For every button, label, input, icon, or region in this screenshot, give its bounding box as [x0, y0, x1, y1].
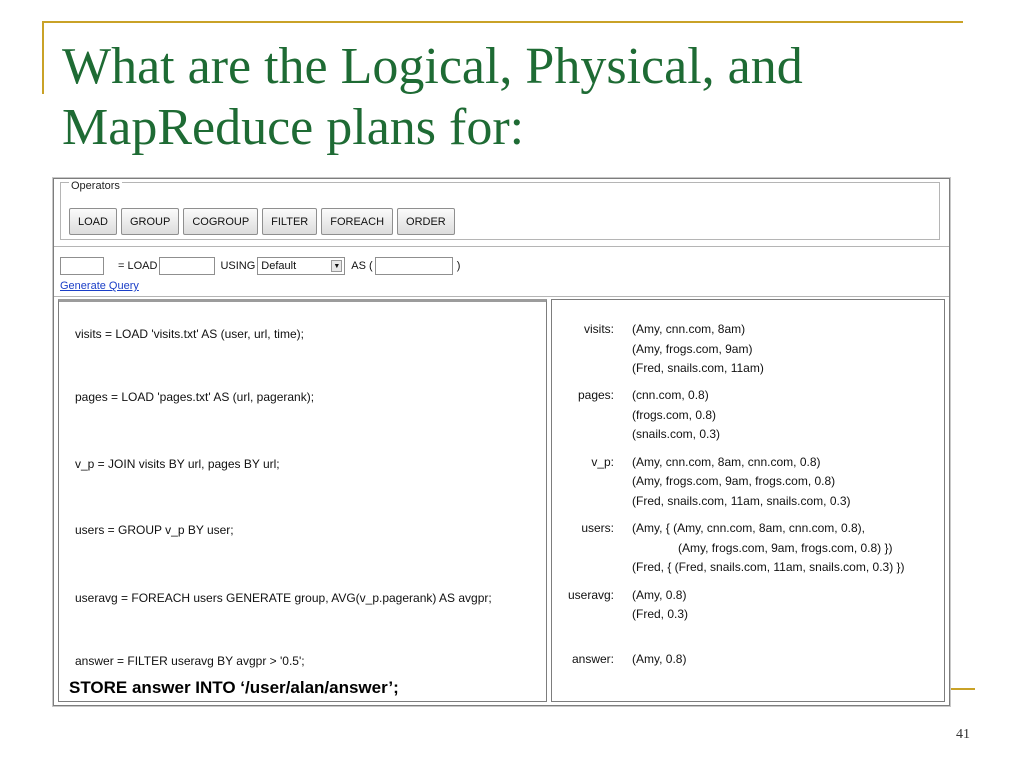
slide-title-line-2: MapReduce plans for:	[62, 99, 525, 156]
result-name: useravg:	[567, 588, 614, 602]
title-accent-line-top	[42, 21, 963, 23]
close-paren-label: )	[456, 260, 461, 272]
results-pane	[551, 299, 945, 702]
cogroup-button[interactable]: COGROUP	[183, 208, 258, 235]
pig-interface-screenshot	[53, 178, 950, 706]
title-accent-line-left	[42, 21, 44, 94]
load-button[interactable]: LOAD	[69, 208, 117, 235]
operators-fieldset	[60, 182, 940, 240]
result-line: (Fred, snails.com, 11am)	[632, 361, 764, 375]
result-name: users:	[581, 521, 614, 535]
result-name: v_p:	[591, 455, 614, 469]
result-line: (Amy, frogs.com, 9am, frogs.com, 0.8)	[632, 474, 836, 488]
result-line: (Amy, frogs.com, 9am, frogs.com, 0.8) })	[678, 541, 893, 555]
file-input[interactable]	[159, 257, 215, 275]
generate-query-link[interactable]: Generate Query	[60, 280, 139, 292]
result-line: (Amy, 0.8)	[632, 588, 687, 602]
store-statement: STORE answer INTO ‘/user/alan/answer’;	[69, 678, 399, 697]
result-name: answer:	[571, 652, 614, 666]
result-line: (Amy, 0.8)	[632, 652, 687, 666]
loader-select-value: Default	[261, 260, 297, 272]
page-number: 41	[956, 727, 970, 742]
query-pane	[58, 299, 547, 702]
operator-buttons	[69, 208, 455, 235]
slide-title-line-1: What are the Logical, Physical, and	[62, 38, 803, 95]
result-line: (cnn.com, 0.8)	[632, 388, 709, 402]
slide-title	[62, 36, 962, 158]
schema-input[interactable]	[375, 257, 453, 275]
statement-pages: pages = LOAD 'pages.txt' AS (url, pagerank);	[75, 390, 315, 404]
loader-select[interactable]	[257, 257, 345, 275]
statement-answer: answer = FILTER useravg BY avgpr > '0.5';	[75, 654, 305, 668]
alias-input[interactable]	[60, 257, 104, 275]
result-line: (Amy, cnn.com, 8am)	[632, 322, 746, 336]
statement-useravg: useravg = FOREACH users GENERATE group, AVG(v_p.pagerank) AS avgpr;	[75, 591, 492, 605]
eq-load-label: = LOAD	[118, 260, 158, 272]
load-form	[60, 256, 460, 276]
result-line: (Fred, snails.com, 11am, snails.com, 0.3)	[632, 494, 851, 508]
result-name: visits:	[584, 322, 614, 336]
result-line: (Amy, cnn.com, 8am, cnn.com, 0.8)	[632, 455, 821, 469]
result-line: (Amy, { (Amy, cnn.com, 8am, cnn.com, 0.8),	[632, 521, 865, 535]
divider	[54, 296, 949, 297]
statement-users: users = GROUP v_p BY user;	[75, 523, 234, 537]
operators-legend: Operators	[71, 180, 120, 192]
using-label: USING	[220, 260, 256, 272]
statement-visits: visits = LOAD 'visits.txt' AS (user, url, time);	[75, 327, 304, 341]
group-button[interactable]: GROUP	[121, 208, 179, 235]
as-label: AS (	[351, 260, 373, 272]
statement-v-p: v_p = JOIN visits BY url, pages BY url;	[75, 457, 280, 471]
result-line: (Fred, 0.3)	[632, 607, 689, 621]
result-line: (snails.com, 0.3)	[632, 427, 721, 441]
result-line: (Fred, { (Fred, snails.com, 11am, snails.com, 0.3) })	[632, 560, 905, 574]
result-line: (Amy, frogs.com, 9am)	[632, 342, 753, 356]
order-button[interactable]: ORDER	[397, 208, 455, 235]
filter-button[interactable]: FILTER	[262, 208, 317, 235]
foreach-button[interactable]: FOREACH	[321, 208, 393, 235]
divider	[54, 246, 949, 247]
result-name: pages:	[577, 388, 614, 402]
dropdown-arrow-icon[interactable]: ▼	[331, 260, 342, 272]
result-line: (frogs.com, 0.8)	[632, 408, 717, 422]
